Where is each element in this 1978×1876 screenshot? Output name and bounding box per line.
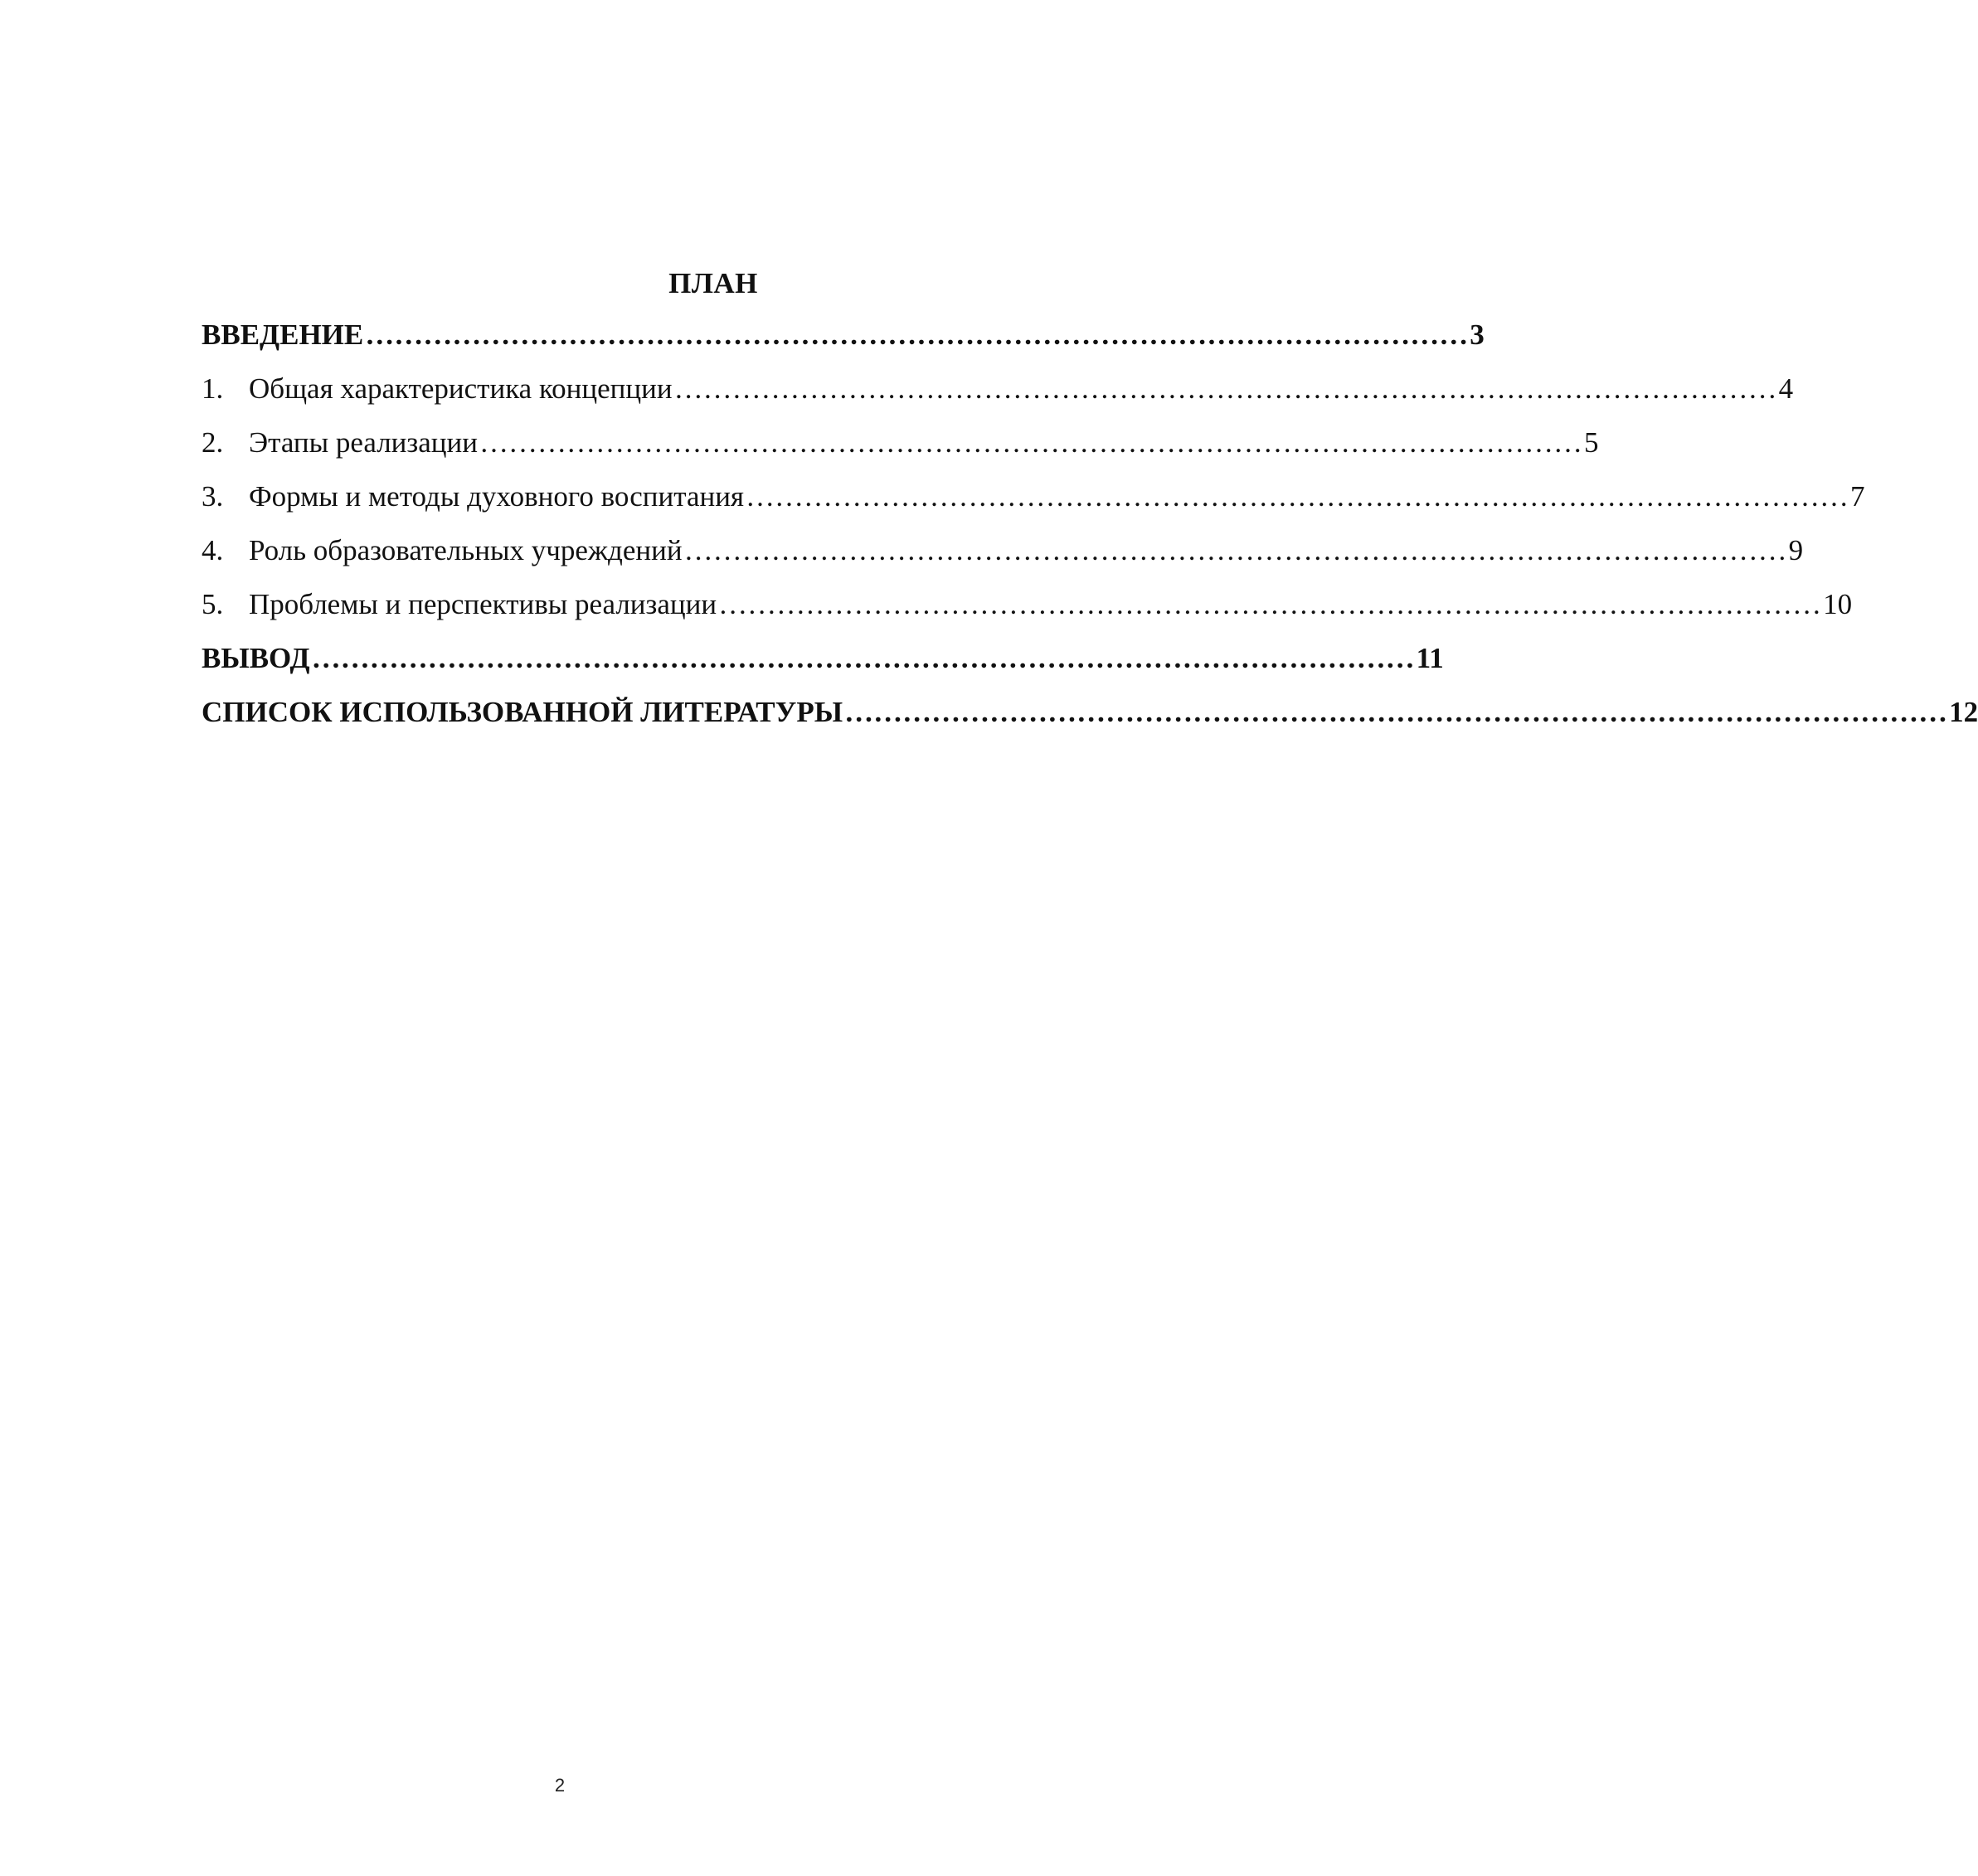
toc-entry-1 <box>202 369 1794 423</box>
toc-entry-5 <box>202 585 1853 639</box>
toc-entry-page: 7 <box>1850 480 1865 513</box>
toc-leader-dots: …………………………………………………………………………………………………… <box>479 426 1582 459</box>
toc-entry-text: Общая характеристика концепции <box>249 372 673 405</box>
toc-leader-dots: …………………………………………………………………………………………………… <box>673 372 1777 405</box>
toc-leader-dots: …………………………………………………………………………………………………… <box>718 588 1822 620</box>
toc-entry-page: 11 <box>1416 642 1444 674</box>
toc-entry-text: Формы и методы духовного воспитания <box>249 480 745 513</box>
toc-entry-page: 4 <box>1778 372 1794 405</box>
toc-entry-4 <box>202 531 1804 585</box>
toc-leader-dots: …………………………………………………………………………………………………… <box>746 480 1849 513</box>
toc-leader-dots: …………………………………………………………………………………………………… <box>844 696 1948 728</box>
toc-entry-text: Роль образовательных учреждений <box>249 534 683 566</box>
toc-entry-number: 4. <box>202 534 224 566</box>
toc-entry-number: 3. <box>202 480 224 513</box>
toc-entry-conclusion <box>202 639 1444 693</box>
toc-entry-text: Проблемы и перспективы реализации <box>249 588 717 620</box>
page-title: ПЛАН <box>668 267 758 299</box>
toc-entry-page: 12 <box>1949 696 1978 728</box>
toc-entry-2 <box>202 423 1599 477</box>
toc-entry-text: СПИСОК ИСПОЛЬЗОВАННОЙ ЛИТЕРАТУРЫ <box>202 696 843 728</box>
toc-leader-dots: …………………………………………………………………………………………………… <box>683 534 1787 566</box>
toc-entry-page: 3 <box>1470 318 1485 351</box>
toc-entry-text: ВЫВОД <box>202 642 310 674</box>
toc-entry-text: ВВЕДЕНИЕ <box>202 318 364 351</box>
table-of-contents <box>202 315 1978 746</box>
toc-entry-number: 1. <box>202 372 224 405</box>
toc-entry-number: 2. <box>202 426 224 459</box>
page-number: 2 <box>554 1775 566 1796</box>
toc-entry-number: 5. <box>202 588 224 620</box>
toc-leader-dots: …………………………………………………………………………………………………… <box>311 642 1415 674</box>
toc-entry-page: 9 <box>1788 534 1804 566</box>
toc-entry-text: Этапы реализации <box>249 426 478 459</box>
toc-entry-introduction <box>202 315 1485 369</box>
toc-entry-references <box>202 693 1978 746</box>
toc-entry-3 <box>202 477 1865 531</box>
toc-entry-page: 10 <box>1823 588 1853 620</box>
toc-leader-dots: …………………………………………………………………………………………………… <box>365 318 1469 351</box>
toc-entry-page: 5 <box>1583 426 1599 459</box>
